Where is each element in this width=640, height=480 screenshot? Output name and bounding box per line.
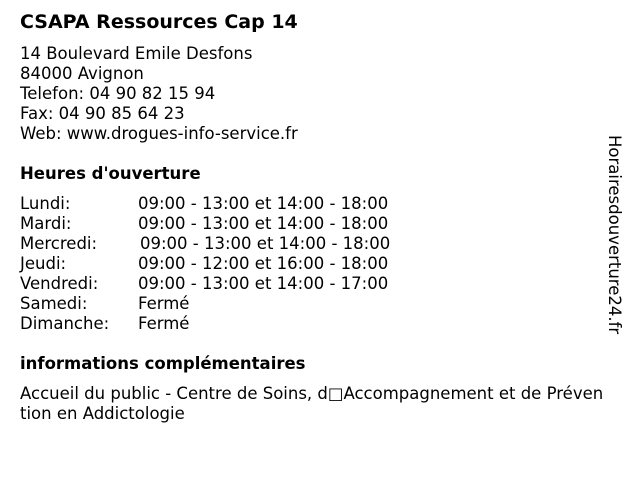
info-description: Accueil du public - Centre de Soins, d□Accompagnement et de Prévention en Addictologie bbox=[20, 384, 604, 423]
hours-row-monday bbox=[20, 194, 440, 214]
website: Web: www.drogues-info-service.fr bbox=[20, 124, 298, 143]
site-watermark: Horairesdouverture24.fr bbox=[605, 135, 624, 335]
day-hours: Fermé bbox=[138, 294, 190, 313]
day-hours: 09:00 - 13:00 et 14:00 - 17:00 bbox=[138, 274, 389, 293]
city-address: 84000 Avignon bbox=[20, 64, 144, 83]
day-hours: 09:00 - 13:00 et 14:00 - 18:00 bbox=[140, 234, 391, 253]
day-hours: 09:00 - 13:00 et 14:00 - 18:00 bbox=[138, 194, 389, 213]
day-label: Samedi: bbox=[20, 294, 88, 313]
phone-number: Telefon: 04 90 82 15 94 bbox=[20, 84, 216, 103]
hours-row-friday bbox=[20, 274, 440, 294]
day-label: Vendredi: bbox=[20, 274, 99, 293]
page-title: CSAPA Ressources Cap 14 bbox=[20, 11, 298, 33]
hours-row-thursday bbox=[20, 254, 440, 274]
hours-row-sunday bbox=[20, 314, 440, 334]
hours-heading: Heures d'ouverture bbox=[20, 164, 201, 183]
day-label: Mercredi: bbox=[20, 234, 98, 253]
hours-table bbox=[20, 194, 440, 334]
info-heading: informations complémentaires bbox=[20, 354, 306, 373]
day-label: Dimanche: bbox=[20, 314, 110, 333]
fax-number: Fax: 04 90 85 64 23 bbox=[20, 104, 185, 123]
day-hours: 09:00 - 13:00 et 14:00 - 18:00 bbox=[138, 214, 389, 233]
day-label: Mardi: bbox=[20, 214, 72, 233]
address-block bbox=[20, 44, 298, 144]
street-address: 14 Boulevard Emile Desfons bbox=[20, 44, 253, 63]
hours-row-saturday bbox=[20, 294, 440, 314]
hours-row-wednesday bbox=[20, 234, 440, 254]
day-label: Lundi: bbox=[20, 194, 71, 213]
day-label: Jeudi: bbox=[20, 254, 67, 273]
day-hours: 09:00 - 12:00 et 16:00 - 18:00 bbox=[138, 254, 389, 273]
hours-row-tuesday bbox=[20, 214, 440, 234]
day-hours: Fermé bbox=[138, 314, 190, 333]
